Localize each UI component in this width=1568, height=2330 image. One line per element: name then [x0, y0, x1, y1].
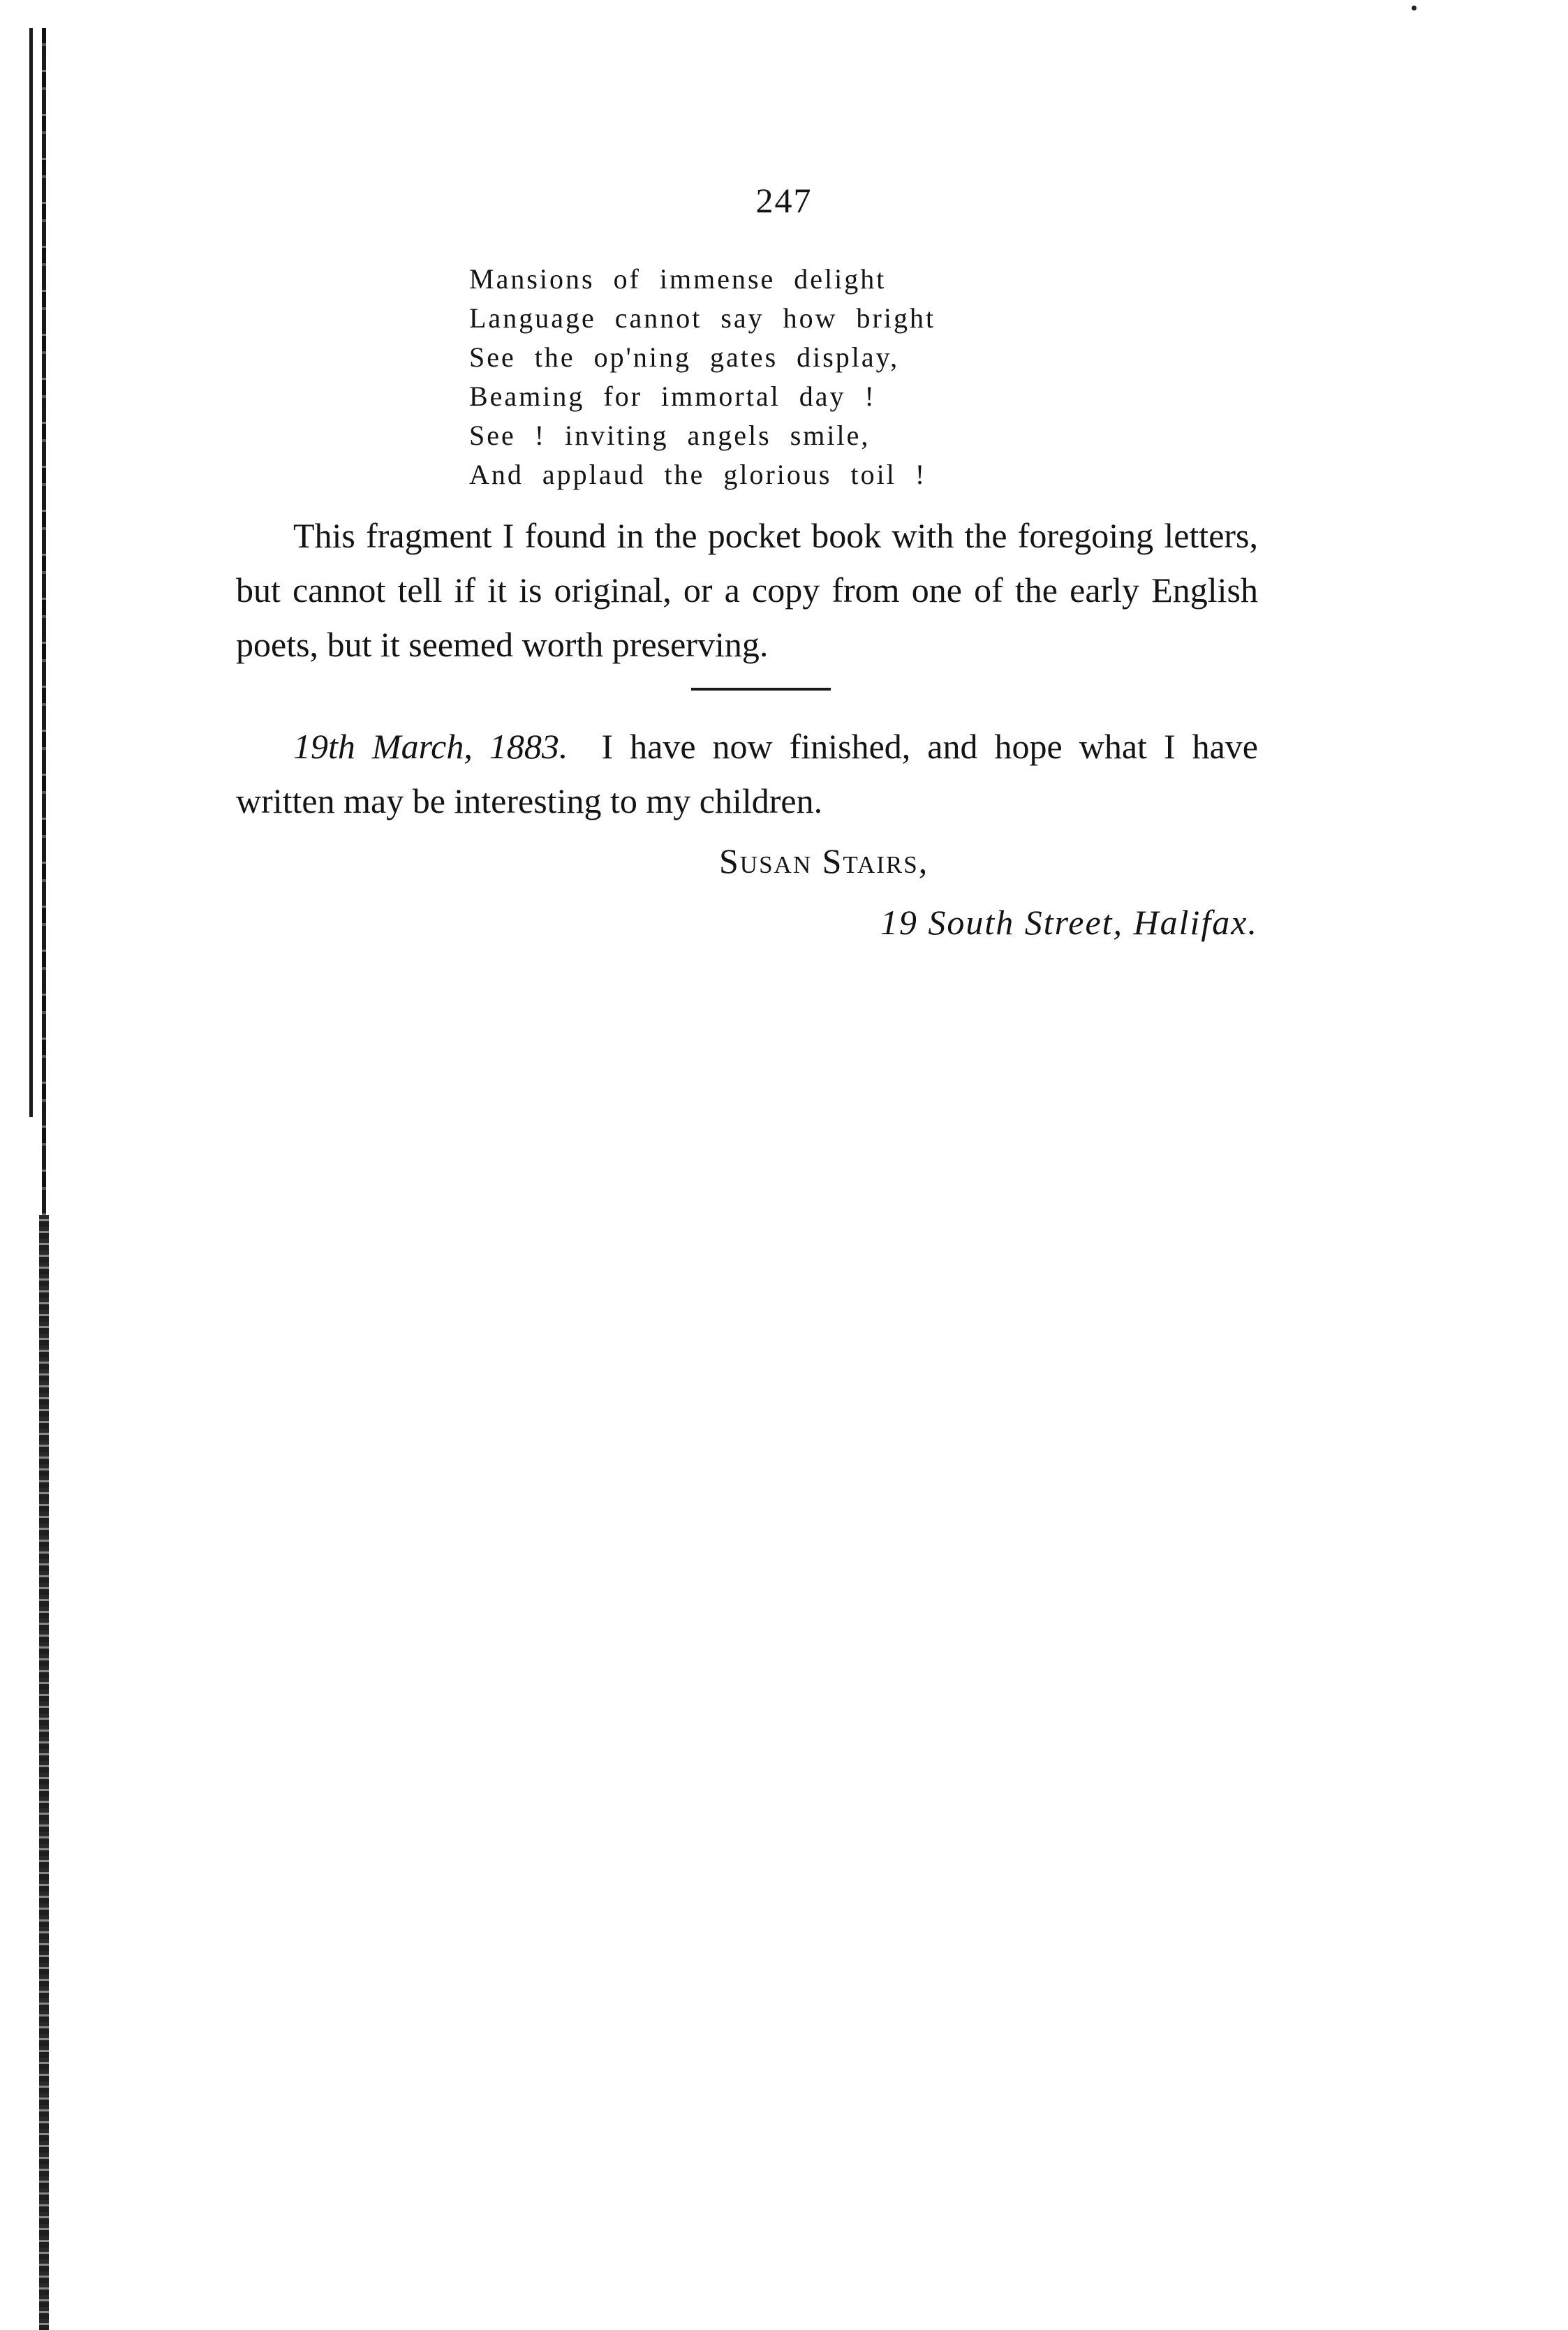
signature-name: Susan Stairs,	[719, 841, 929, 880]
verse-line: Language cannot say how bright	[469, 302, 936, 334]
closing-date: 19th March, 1883.	[293, 727, 568, 766]
closing-paragraph	[236, 719, 1258, 828]
verse-line: And applaud the glorious toil !	[469, 459, 927, 490]
verse-line: See the op'ning gates display,	[469, 341, 900, 373]
signature-address: 19 South Street, Halifax.	[880, 903, 1258, 942]
verse-fragment	[469, 260, 935, 494]
closing-text: I have now finished, and hope what I have written may be interesting to my children.	[236, 727, 1259, 820]
verse-line: Mansions of immense delight	[469, 263, 887, 295]
binding-edge	[25, 28, 53, 2330]
binding-rule	[39, 1215, 49, 2330]
ink-speck	[1412, 6, 1417, 10]
fragment-note	[236, 508, 1258, 672]
closing-paragraph-text	[236, 719, 1258, 828]
verse-line: See ! inviting angels smile,	[469, 420, 871, 451]
verse-line: Beaming for immortal day !	[469, 381, 876, 412]
fragment-note-text: This fragment I found in the pocket book with the foregoing letters, but cannot tell if it is original, or a copy from one of the early English poets, but it seemed worth preserving.	[236, 516, 1258, 664]
page-number: 247	[755, 181, 813, 220]
section-divider	[691, 688, 831, 691]
